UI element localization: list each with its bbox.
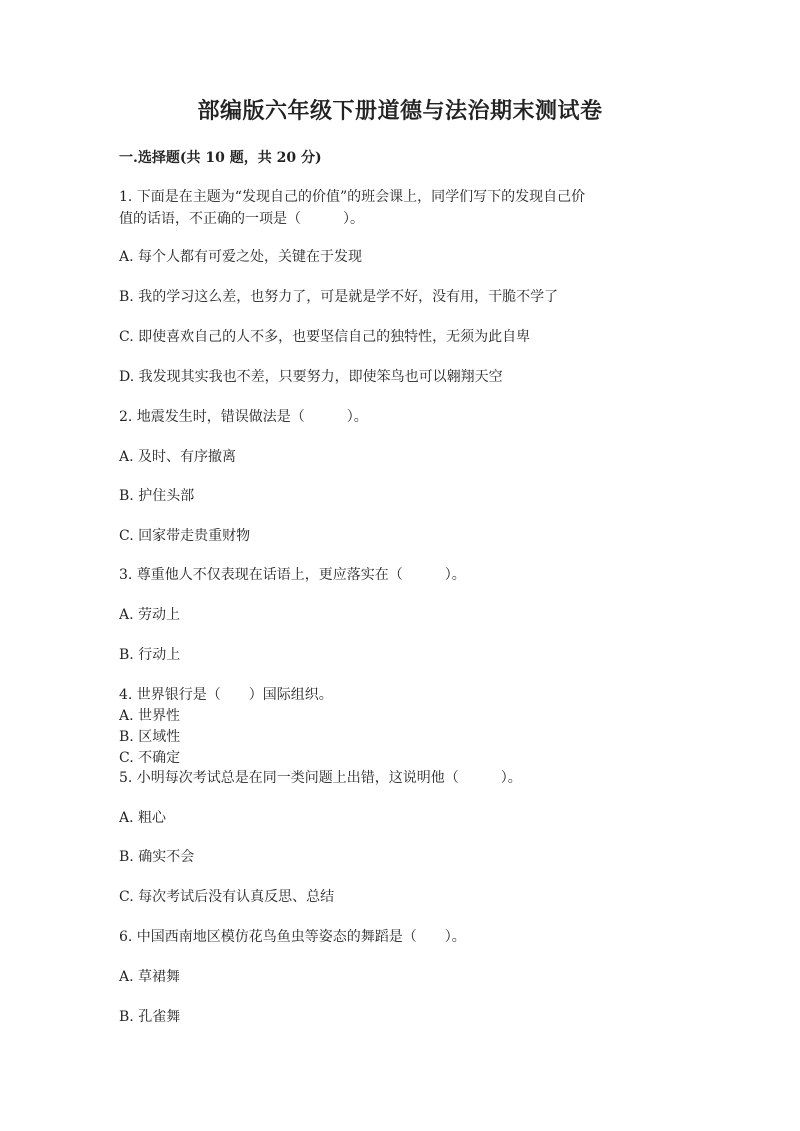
question-2-stem: 2. 地震发生时，错误做法是（ ）。: [119, 409, 368, 425]
section-heading: 一.选择题(共 10 题，共 20 分): [119, 150, 322, 166]
question-6-option-a: A. 草裙舞: [119, 969, 181, 985]
page-title: 部编版六年级下册道德与法治期末测试卷: [197, 98, 603, 124]
question-4-option-c: C. 不确定: [119, 750, 181, 766]
question-3-stem: 3. 尊重他人不仅表现在话语上，更应落实在（ ）。: [119, 567, 466, 583]
question-6-option-b: B. 孔雀舞: [119, 1009, 181, 1025]
question-5-option-a: A. 粗心: [119, 810, 167, 826]
question-5-option-c: C. 每次考试后没有认真反思、总结: [119, 889, 335, 905]
question-5-stem: 5. 小明每次考试总是在同一类问题上出错，这说明他（ ）。: [119, 770, 522, 786]
question-4-option-b: B. 区域性: [119, 729, 181, 745]
question-2-option-b: B. 护住头部: [119, 488, 195, 504]
question-4-stem: 4. 世界银行是（ ）国际组织。: [119, 687, 333, 703]
question-1-stem-line-2: 值的话语，不正确的一项是（ ）。: [119, 211, 364, 227]
question-2-option-a: A. 及时、有序撤离: [119, 449, 237, 465]
question-3-option-a: A. 劳动上: [119, 607, 181, 623]
question-6-stem: 6. 中国西南地区模仿花鸟鱼虫等姿态的舞蹈是（ ）。: [119, 929, 466, 945]
question-1-option-a: A. 每个人都有可爱之处，关键在于发现: [119, 249, 363, 265]
question-3-option-b: B. 行动上: [119, 647, 181, 663]
question-5-option-b: B. 确实不会: [119, 849, 195, 865]
question-2-option-c: C. 回家带走贵重财物: [119, 528, 251, 544]
question-1-option-b: B. 我的学习这么差，也努力了，可是就是学不好，没有用，干脆不学了: [119, 289, 559, 305]
question-1-option-c: C. 即使喜欢自己的人不多，也要坚信自己的独特性，无须为此自卑: [119, 329, 531, 345]
question-1-stem-line-1: 1. 下面是在主题为“发现自己的价值”的班会课上，同学们写下的发现自己价: [119, 189, 586, 205]
question-4-option-a: A. 世界性: [119, 708, 181, 724]
question-1-option-d: D. 我发现其实我也不差，只要努力，即使笨鸟也可以翱翔天空: [119, 369, 503, 385]
